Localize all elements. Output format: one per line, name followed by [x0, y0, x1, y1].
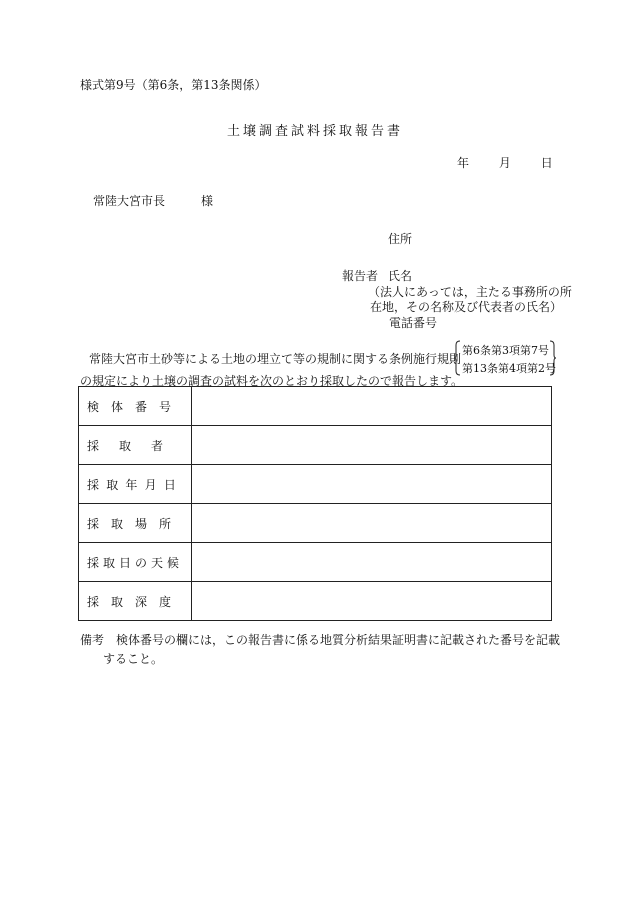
- table-row: [79, 582, 552, 621]
- table-row: [79, 387, 552, 426]
- remark-text: 検体番号の欄には，この報告書に係る地質分析結果証明書に記載された番号を記載: [116, 633, 561, 647]
- remark-line2: すること。: [103, 652, 164, 666]
- addressee: [93, 192, 213, 209]
- name-label: 氏名: [388, 269, 413, 283]
- address-label: 住所: [388, 232, 413, 246]
- body-text-line1: 常陸大宮市土砂等による土地の埋立て等の規制に関する条例施行規則: [89, 352, 462, 366]
- reporter-note-line1: （法人にあっては，主たる事務所の所: [368, 285, 572, 299]
- collection-weather-field[interactable]: [192, 543, 552, 582]
- article-ref-2: 第13条第4項第2号: [462, 362, 556, 375]
- reporter-line: [342, 267, 412, 284]
- article-reference-bracket: [454, 340, 556, 376]
- collection-date-field[interactable]: [192, 465, 552, 504]
- addressee-name: 常陸大宮市長: [93, 194, 166, 208]
- table-row: [79, 543, 552, 582]
- date-year-label: 年: [457, 156, 470, 170]
- row-label: 採 取 深 度: [87, 594, 172, 609]
- form-number: 様式第9号（第6条，第13条関係）: [80, 78, 267, 92]
- date-month-label: 月: [498, 156, 511, 170]
- row-label-cell: [79, 543, 192, 582]
- body-text-line2: の規定により土壌の調査の試料を次のとおり採取したので報告します。: [80, 374, 464, 388]
- remark-line1: [80, 631, 560, 648]
- table-row: [79, 504, 552, 543]
- date-day-label: 日: [540, 156, 553, 170]
- reporter-label: 報告者: [342, 269, 379, 283]
- row-label-cell: [79, 387, 192, 426]
- table-row: [79, 465, 552, 504]
- collection-location-field[interactable]: [192, 504, 552, 543]
- remark-label: 備考: [80, 633, 105, 647]
- addressee-honorific: 様: [201, 194, 214, 208]
- collector-field[interactable]: [192, 426, 552, 465]
- row-label: 採 取 場 所: [87, 516, 172, 531]
- article-ref-1: 第6条第3項第7号: [462, 344, 549, 357]
- row-label: 検 体 番 号: [87, 399, 172, 414]
- row-label-cell: [79, 582, 192, 621]
- row-label: 採 取 年 月 日: [87, 477, 176, 492]
- row-label: 採 取 日 の 天 候: [87, 555, 180, 570]
- row-label-cell: [79, 504, 192, 543]
- phone-label: 電話番号: [389, 316, 438, 330]
- document-title: 土壌調査試料採取報告書: [226, 124, 403, 139]
- row-label: 採 取 者: [87, 438, 164, 453]
- sample-number-field[interactable]: [192, 387, 552, 426]
- table-row: [79, 426, 552, 465]
- row-label-cell: [79, 465, 192, 504]
- collection-depth-field[interactable]: [192, 582, 552, 621]
- sample-info-table: [78, 386, 552, 621]
- date-field: [457, 154, 553, 171]
- row-label-cell: [79, 426, 192, 465]
- reporter-note-line2: 在地，その名称及び代表者の氏名）: [370, 300, 563, 314]
